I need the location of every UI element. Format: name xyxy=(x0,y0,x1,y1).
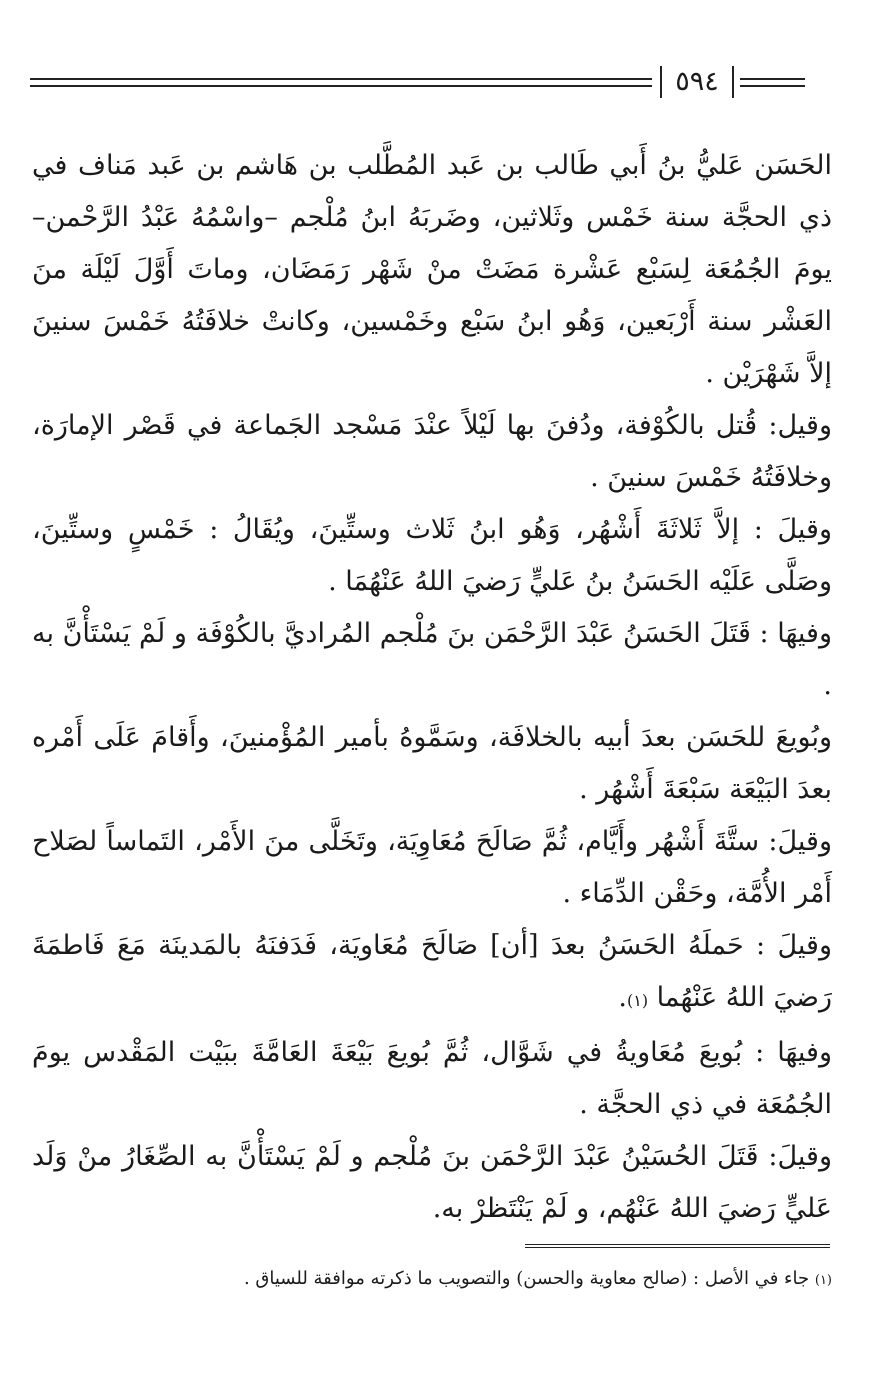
paragraph-5: وبُويعَ للحَسَن بعدَ أبيه بالخلافَة، وسَمَّوهُ بأمير المُؤْمنينَ، وأَقامَ عَلَى أَمْره بعدَ البَيْعَة سَبْعَةَ أَشْهُر . xyxy=(32,722,832,805)
footnote-reference: (١) xyxy=(626,991,649,1010)
header-divider-right xyxy=(732,66,734,98)
footnote-text: جاء في الأصل : (صالح معاوية والحسن) والتصويب ما ذكرته موافقة للسياق . xyxy=(243,1268,810,1289)
paragraph-8: وفيهَا : بُويعَ مُعَاويةُ في شَوَّال، ثُمَّ بُويعَ بَيْعَةَ العَامَّةَ ببَيْت المَقْدس يومَ الجُمُعَة في ذي الحجَّة . xyxy=(32,1037,832,1120)
paragraph-7-text: وقيلَ : حَملَهُ الحَسَنُ بعدَ [أن] صَالَحَ مُعَاويَة، فَدَفنَهُ بالمَدينَة مَعَ فَاطمَةَ رَضيَ اللهُ عَنْهُما xyxy=(32,930,832,1013)
footnote-separator xyxy=(525,1244,830,1248)
page-header xyxy=(30,62,805,102)
paragraph-9: وقيلَ: قَتَلَ الحُسَيْنُ عَبْدَ الرَّحْمَن بنَ مُلْجم و لَمْ يَسْتَأْنَّ به الصِّغَارُ منْ وَلَد عَليٍّ رَضيَ اللهُ عَنْهُم، و لَمْ يَنْتَظرْ به. xyxy=(32,1141,832,1224)
header-rule-right xyxy=(740,78,805,87)
body-text xyxy=(32,140,832,1235)
page-number: ٥٩٤ xyxy=(675,66,719,97)
paragraph-2: وقيل: قُتل بالكُوْفة، ودُفنَ بها لَيْلاً عنْدَ مَسْجد الجَماعة في قَصْر الإمارَة، وخلافَتُهُ خَمْسَ سنينَ . xyxy=(32,410,832,493)
footnote-marker: (١) xyxy=(814,1273,832,1288)
header-rule-left xyxy=(30,78,652,87)
paragraph-4: وفيهَا : قَتَلَ الحَسَنُ عَبْدَ الرَّحْمَن بنَ مُلْجم المُراديَّ بالكُوْفَة و لَمْ يَسْتَأْنَّ به . xyxy=(32,618,832,701)
paragraph-1: الحَسَن عَليُّ بنُ أَبي طَالب بن عَبد المُطَّلب بن هَاشم بن عَبد مَناف في ذي الحجَّة سنة خَمْس وثَلاثين، وضَربَهُ ابنُ مُلْجم –واسْمُهُ عَبْدُ الرَّحْمن– يومَ الجُمُعَة لِسَبْع عَشْرة مَضَتْ منْ شَهْر رَمَضَان، وماتَ أَوَّلَ لَيْلَة منَ العَشْر سنة أَرْبَعين، وَهُو ابنُ سَبْع وخَمْسين، وكانتْ خلافَتُهُ خَمْسَ سنينَ إلاَّ شَهْرَيْن . xyxy=(32,150,832,389)
paragraph-3: وقيلَ : إلاَّ ثَلاثَةَ أَشْهُر، وَهُو ابنُ ثَلاث وستِّينَ، ويُقَالُ : خَمْسٍ وستِّينَ، وصَلَّى عَلَيْه الحَسَنُ بنُ عَليٍّ رَضيَ اللهُ عَنْهُمَا . xyxy=(32,514,832,597)
footnote xyxy=(32,1265,832,1295)
paragraph-7: وقيلَ : حَملَهُ الحَسَنُ بعدَ [أن] صَالَحَ مُعَاويَة، فَدَفنَهُ بالمَدينَة مَعَ فَاطمَةَ رَضيَ اللهُ عَنْهُما (١). xyxy=(32,930,832,1013)
paragraph-6: وقيلَ: ستَّةَ أَشْهُر وأَيَّام، ثُمَّ صَالَحَ مُعَاوِيَة، وتَخَلَّى منَ الأَمْر، التَماساً لصَلاح أَمْر الأُمَّة، وحَقْن الدِّمَاء . xyxy=(32,826,832,909)
